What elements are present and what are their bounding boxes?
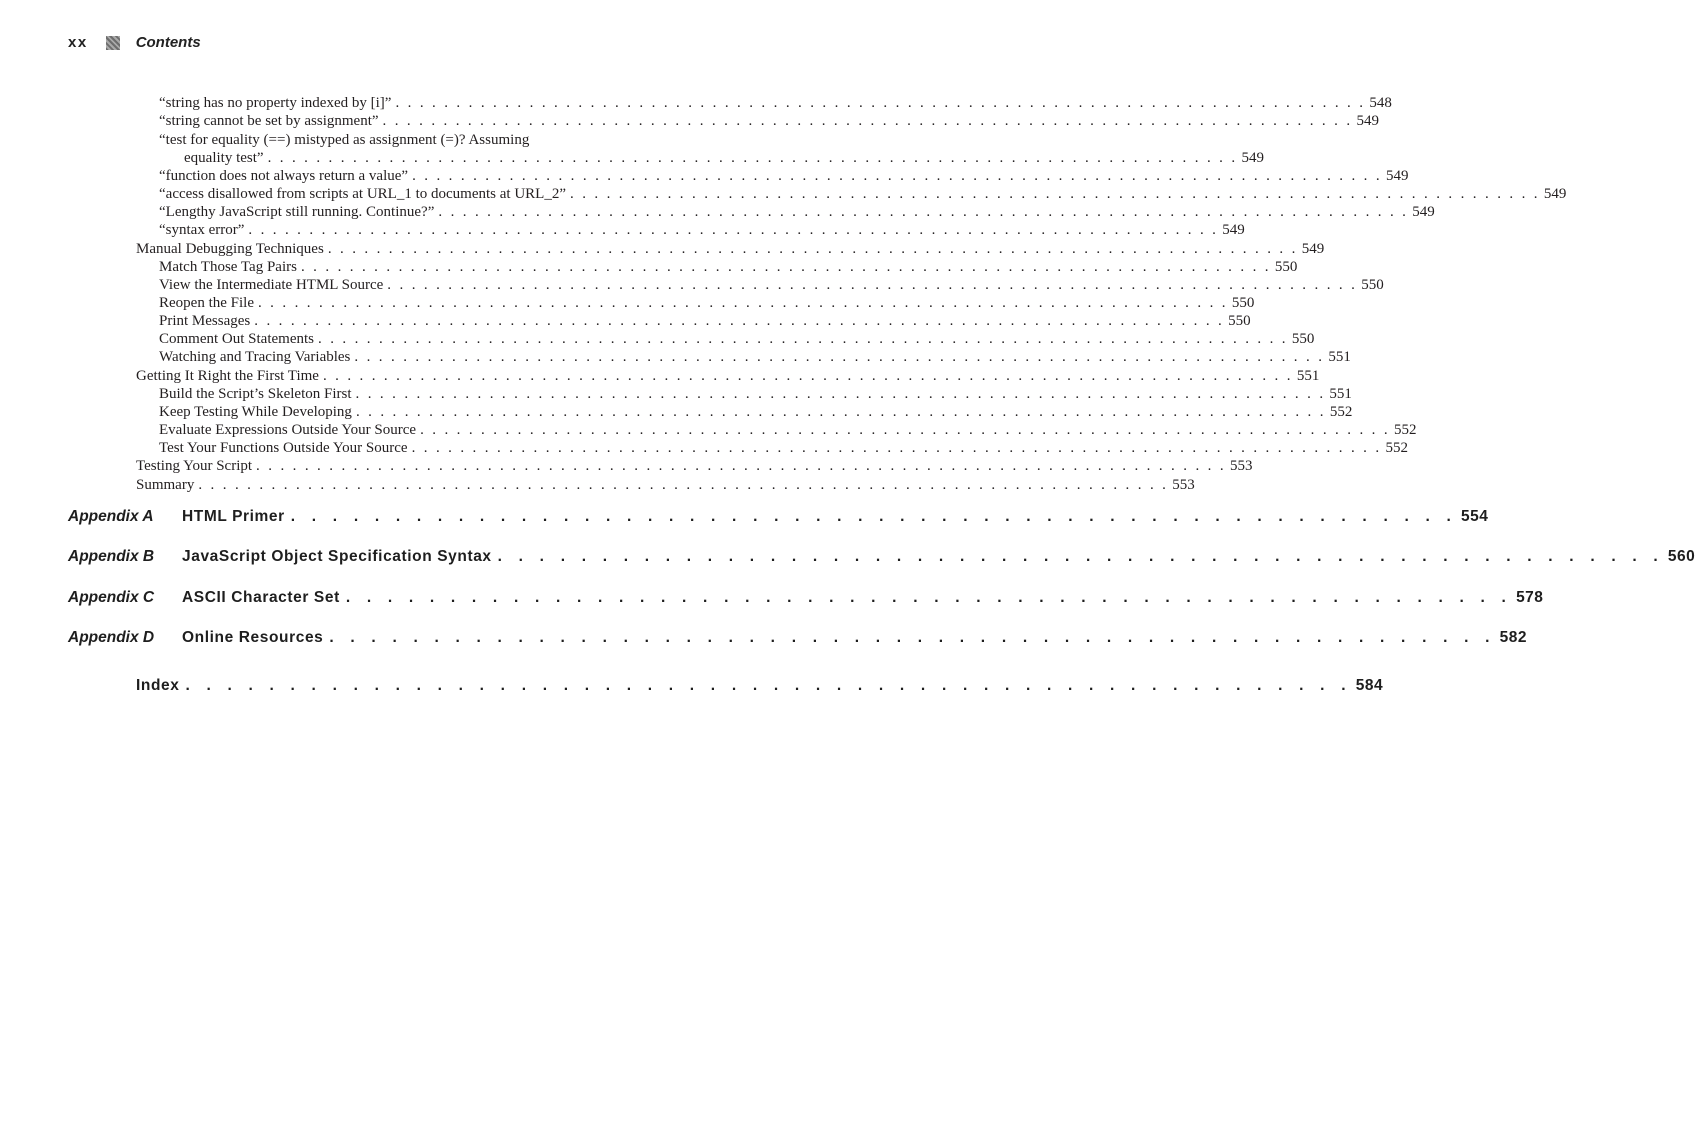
toc-entry-page: 550: [1228, 313, 1251, 329]
toc-entry-page: 549: [1241, 150, 1264, 166]
appendix-page: 584: [1355, 677, 1384, 694]
appendix-title: Online Resources: [182, 629, 324, 646]
toc-entry-page: 549: [1356, 113, 1379, 129]
dot-leader: . . . . . . . . . . . . . . . . . . . . . . . . . . . . . . . . . . . . . . . . . . . . . . . . . . . . . . . . . . . . . . . . . . . . . . . . . . . . . . . .: [300, 259, 1271, 275]
toc-entry-title: Reopen the File: [159, 295, 254, 311]
toc-entry-title: Comment Out Statements: [159, 331, 314, 347]
dot-leader: . . . . . . . . . . . . . . . . . . . . . . . . . . . . . . . . . . . . . . . . . . . . . . . . . . . . . . . . . . . . . . . . . . . . . . . . . . . . . . . .: [387, 277, 1358, 293]
toc-entry-page: 549: [1301, 241, 1325, 257]
toc-entry-build-skeleton[interactable]: [159, 385, 1352, 403]
toc-entry-page: 551: [1328, 349, 1351, 365]
appendix-page: 560: [1667, 548, 1695, 565]
toc-entry-evaluate-expressions[interactable]: [159, 421, 1417, 439]
toc-entry-syntax-error[interactable]: [159, 221, 1245, 239]
toc-entry-page: 550: [1231, 295, 1255, 311]
dot-leader: . . . . . . . . . . . . . . . . . . . . . . . . . . . . . . . . . . . . . . . . . . . . . . . . . . . . . . . . . . . . . . . . . . . . . . . . . . . . . . . .: [411, 440, 1382, 456]
toc-entry-page: 552: [1329, 404, 1353, 420]
toc-entry-string-no-property[interactable]: [159, 94, 1392, 112]
toc-entry-title: equality test”: [184, 150, 264, 166]
toc-entry-page: 549: [1543, 186, 1567, 202]
dot-leader: . . . . . . . . . . . . . . . . . . . . . . . . . . . . . . . . . . . . . . . . . . . . . . . . . . . . . . . . . . . . . . . . . . . . . . . . . . . . . . . .: [395, 95, 1366, 111]
dot-leader: . . . . . . . . . . . . . . . . . . . . . . . . . . . . . . . . . . . . . . . . . . . . . . . . . . . . . . . . . . . . . . . . . . . . . . . . . . . . . . . .: [355, 404, 1326, 420]
toc-entry-string-cannot-be-set[interactable]: [159, 112, 1379, 130]
toc-entry-title: Match Those Tag Pairs: [159, 259, 297, 275]
dot-leader: . . . . . . . . . . . . . . . . . . . . . . . . . . . . . . . . . . . . . . . . . . . . . . . . . . . . . . . . . . . . . . . . . . . . . . . . . . . . . . . .: [570, 186, 1540, 202]
dot-leader: . . . . . . . . . . . . . . . . . . . . . . . . . . . . . . . . . . . . . . . . . . . . . . . . . . . . . . . . . . . . . . . . . . . . . . . . . . . . . . . .: [267, 150, 1238, 166]
toc-entry-manual-debugging[interactable]: [136, 240, 1325, 258]
toc-entry-page: 549: [1385, 168, 1409, 184]
appendix-label: Appendix A: [68, 508, 154, 525]
appendix-title: Index: [136, 677, 180, 694]
dot-leader: . . . . . . . . . . . . . . . . . . . . . . . . . . . . . . . . . . . . . . . . . . . . . . . . . . . . . . . .: [497, 548, 1664, 565]
toc-entry-getting-it-right[interactable]: [136, 367, 1320, 385]
dot-leader: . . . . . . . . . . . . . . . . . . . . . . . . . . . . . . . . . . . . . . . . . . . . . . . . . . . . . . . . . . . . . . . . . . . . . . . . . . . . . . . .: [248, 222, 1219, 238]
dot-leader: . . . . . . . . . . . . . . . . . . . . . . . . . . . . . . . . . . . . . . . . . . . . . . . . . . . . . . . . . . . . . . . . . . . . . . . . . . . . . . . .: [382, 113, 1353, 129]
toc-entry-page: 552: [1393, 422, 1417, 438]
toc-entry-test-functions[interactable]: [159, 439, 1408, 457]
appendix-label: Appendix B: [68, 548, 155, 565]
appendix-page: 554: [1461, 508, 1489, 525]
toc-entry-lengthy-javascript[interactable]: [159, 203, 1435, 221]
section-marker-icon: [106, 36, 120, 50]
toc-entry-page: 553: [1172, 477, 1195, 493]
toc-entry-title: Test Your Functions Outside Your Source: [159, 440, 408, 456]
toc-entry-watching-variables[interactable]: [159, 348, 1351, 366]
dot-leader: . . . . . . . . . . . . . . . . . . . . . . . . . . . . . . . . . . . . . . . . . . . . . . . . . . . . . . . .: [185, 677, 1352, 694]
dot-leader: . . . . . . . . . . . . . . . . . . . . . . . . . . . . . . . . . . . . . . . . . . . . . . . . . . . . . . . . . . . . . . . . . . . . . . . . . . . . . . . .: [355, 386, 1326, 402]
dot-leader: . . . . . . . . . . . . . . . . . . . . . . . . . . . . . . . . . . . . . . . . . . . . . . . . . . . . . . . . . . . . . . . . . . . . . . . . . . . . . . . .: [257, 295, 1228, 311]
toc-entry-function-return[interactable]: [159, 167, 1409, 185]
toc-index[interactable]: [68, 676, 1384, 696]
toc-appendix-b[interactable]: [68, 547, 1695, 567]
toc-entry-title: “string cannot be set by assignment”: [159, 113, 379, 129]
toc-entry-equality-test[interactable]: [184, 149, 1264, 167]
toc-entry-access-disallowed[interactable]: [159, 185, 1567, 203]
toc-entry-title: Getting It Right the First Time: [136, 368, 319, 384]
dot-leader: . . . . . . . . . . . . . . . . . . . . . . . . . . . . . . . . . . . . . . . . . . . . . . . . . . . . . . . .: [329, 629, 1496, 646]
toc-entry-title: “syntax error”: [159, 222, 245, 238]
dot-leader: . . . . . . . . . . . . . . . . . . . . . . . . . . . . . . . . . . . . . . . . . . . . . . . . . . . . . . . .: [345, 589, 1513, 606]
appendix-page: 582: [1499, 629, 1527, 646]
appendix-label: Appendix C: [68, 589, 155, 606]
toc-entry-page: 551: [1329, 386, 1352, 402]
toc-entry-page: 553: [1229, 458, 1253, 474]
toc-entry-title: View the Intermediate HTML Source: [159, 277, 384, 293]
appendix-title: HTML Primer: [182, 508, 285, 525]
dot-leader: . . . . . . . . . . . . . . . . . . . . . . . . . . . . . . . . . . . . . . . . . . . . . . . . . . . . . . . . . . . . . . . . . . . . . . . . . . . . . . . .: [354, 349, 1325, 365]
toc-entry-page: 551: [1296, 368, 1320, 384]
toc-entry-title: “access disallowed from scripts at URL_1 to documents at URL_2”: [159, 186, 566, 202]
dot-leader: . . . . . . . . . . . . . . . . . . . . . . . . . . . . . . . . . . . . . . . . . . . . . . . . . . . . . . . . . . . . . . . . . . . . . . . . . . . . . . . .: [256, 458, 1226, 474]
toc-entry-reopen-file[interactable]: [159, 294, 1255, 312]
toc-entry-match-tag-pairs[interactable]: [159, 258, 1298, 276]
toc-entry-comment-out[interactable]: [159, 330, 1315, 348]
dot-leader: . . . . . . . . . . . . . . . . . . . . . . . . . . . . . . . . . . . . . . . . . . . . . . . . . . . . . . . . . . . . . . . . . . . . . . . . . . . . . . . .: [198, 477, 1169, 493]
toc-entry-title: Watching and Tracing Variables: [159, 349, 351, 365]
toc-appendix-d[interactable]: [68, 628, 1527, 648]
appendix-title: JavaScript Object Specification Syntax: [182, 548, 492, 565]
appendix-page: 578: [1516, 589, 1544, 606]
toc-entry-equality-line1: “test for equality (==) mistyped as assignment (=)? Assuming: [159, 132, 530, 148]
toc-entry-page: 548: [1369, 95, 1392, 111]
toc-entry-title: Testing Your Script: [136, 458, 253, 474]
page-number: xx: [68, 34, 88, 51]
toc-entry-title: Summary: [136, 477, 195, 493]
toc-entry-page: 550: [1291, 331, 1315, 347]
dot-leader: . . . . . . . . . . . . . . . . . . . . . . . . . . . . . . . . . . . . . . . . . . . . . . . . . . . . . . . . . . . . . . . . . . . . . . . . . . . . . . . .: [254, 313, 1225, 329]
running-head: [68, 34, 201, 51]
toc-entry-testing-your-script[interactable]: [136, 457, 1253, 475]
toc-entry-summary[interactable]: [136, 476, 1195, 494]
toc-entry-title: Manual Debugging Techniques: [136, 241, 324, 257]
toc-appendix-c[interactable]: [68, 588, 1544, 608]
running-head-title: Contents: [135, 34, 201, 51]
dot-leader: . . . . . . . . . . . . . . . . . . . . . . . . . . . . . . . . . . . . . . . . . . . . . . . . . . . . . . . . . . . . . . . . . . . . . . . . . . . . . . . .: [420, 422, 1390, 438]
dot-leader: . . . . . . . . . . . . . . . . . . . . . . . . . . . . . . . . . . . . . . . . . . . . . . . . . . . . . . . . . . . . . . . . . . . . . . . . . . . . . . . .: [318, 331, 1288, 347]
appendix-title: ASCII Character Set: [182, 589, 340, 606]
toc-entry-view-html-source[interactable]: [159, 276, 1384, 294]
dot-leader: . . . . . . . . . . . . . . . . . . . . . . . . . . . . . . . . . . . . . . . . . . . . . . . . . . . . . . . . . . . . . . . . . . . . . . . . . . . . . . . .: [327, 241, 1298, 257]
toc-entry-title: Build the Script’s Skeleton First: [159, 386, 352, 402]
toc-entry-title: “string has no property indexed by [i]”: [159, 95, 392, 111]
dot-leader: . . . . . . . . . . . . . . . . . . . . . . . . . . . . . . . . . . . . . . . . . . . . . . . . . . . . . . . . . . . . . . . . . . . . . . . . . . . . . . . .: [322, 368, 1293, 384]
toc-entry-title: Evaluate Expressions Outside Your Source: [159, 422, 417, 438]
appendix-label: Appendix D: [68, 629, 155, 646]
toc-entry-keep-testing[interactable]: [159, 403, 1353, 421]
toc-entry-title: “function does not always return a value”: [159, 168, 409, 184]
toc-entry-title: Keep Testing While Developing: [159, 404, 352, 420]
toc-entry-page: 550: [1361, 277, 1384, 293]
toc-entry-page: 552: [1385, 440, 1408, 456]
toc-entry-title: Print Messages: [159, 313, 251, 329]
dot-leader: . . . . . . . . . . . . . . . . . . . . . . . . . . . . . . . . . . . . . . . . . . . . . . . . . . . . . . . .: [290, 508, 1457, 525]
toc-entry-page: 549: [1222, 222, 1245, 238]
dot-leader: . . . . . . . . . . . . . . . . . . . . . . . . . . . . . . . . . . . . . . . . . . . . . . . . . . . . . . . . . . . . . . . . . . . . . . . . . . . . . . . .: [412, 168, 1382, 184]
toc-appendix-a[interactable]: [68, 507, 1489, 527]
toc-entry-page: 550: [1274, 259, 1298, 275]
toc-entry-title: “Lengthy JavaScript still running. Continue?”: [159, 204, 435, 220]
dot-leader: . . . . . . . . . . . . . . . . . . . . . . . . . . . . . . . . . . . . . . . . . . . . . . . . . . . . . . . . . . . . . . . . . . . . . . . . . . . . . . . .: [438, 204, 1409, 220]
toc-entry-print-messages[interactable]: [159, 312, 1251, 330]
toc-entry-page: 549: [1412, 204, 1435, 220]
